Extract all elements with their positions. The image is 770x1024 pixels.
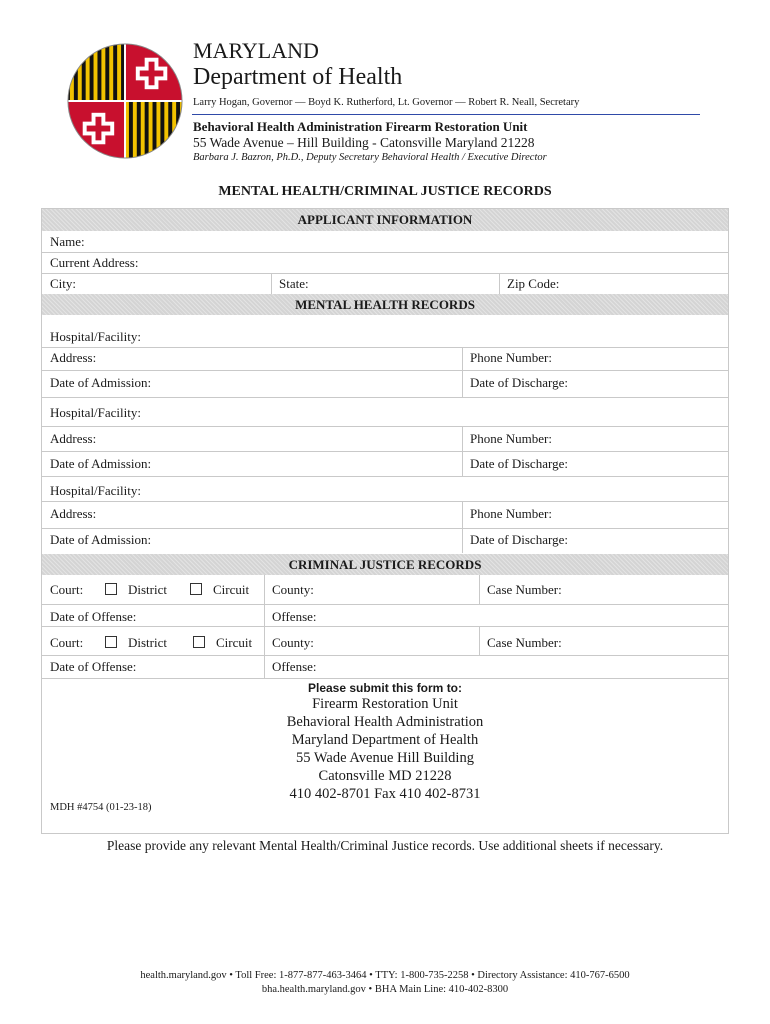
zip-code-field[interactable]: Zip Code: [507,276,560,291]
offense-2-field[interactable]: Offense: [272,659,317,674]
offense-1-field[interactable]: Offense: [272,609,317,624]
criminal-justice-section-heading: CRIMINAL JUSTICE RECORDS [42,554,728,575]
facility-1-address-field[interactable]: Address: [50,350,97,365]
applicant-section-heading: APPLICANT INFORMATION [42,209,728,231]
court-1-circuit-checkbox[interactable] [190,583,202,595]
facility-1-field[interactable]: Hospital/Facility: [50,329,141,344]
case-number-1-field[interactable]: Case Number: [487,582,562,597]
submit-line-department: Maryland Department of Health [291,732,479,748]
facility-2-admission-field[interactable]: Date of Admission: [50,456,152,471]
deputy-secretary: Barbara J. Bazron, Ph.D., Deputy Secretary Behavioral Health / Executive Director [193,152,547,163]
court-1-circuit-label: Circuit [213,582,250,597]
court-2-district-checkbox[interactable] [105,636,117,648]
instructions-note: Please provide any relevant Mental Health/Criminal Justice records. Use additional sheets if necessary. [106,838,664,853]
form-title: MENTAL HEALTH/CRIMINAL JUSTICE RECORDS [218,184,552,199]
header-rule [192,114,700,115]
form-number: MDH #4754 (01-23-18) [50,802,152,813]
facility-2-field[interactable]: Hospital/Facility: [50,405,141,420]
footer-contact-line-2: bha.health.maryland.gov • BHA Main Line: 410-402-8300 [261,984,509,995]
submit-line-city: Catonsville MD 21228 [318,768,452,784]
court-2-label: Court: [50,635,84,650]
court-1-district-checkbox[interactable] [105,583,117,595]
facility-3-discharge-field[interactable]: Date of Discharge: [470,532,568,547]
court-1-label: Court: [50,582,84,597]
facility-1-phone-field[interactable]: Phone Number: [470,350,552,365]
county-2-field[interactable]: County: [272,635,314,650]
unit-name: Behavioral Health Administration Firearm Restoration Unit [193,119,528,134]
city-field[interactable]: City: [50,276,77,291]
facility-1-discharge-field[interactable]: Date of Discharge: [470,375,568,390]
county-1-field[interactable]: County: [272,582,314,597]
agency-name: MARYLAND [193,38,319,63]
submit-line-phone: 410 402-8701 Fax 410 402-8731 [289,786,481,802]
facility-2-address-field[interactable]: Address: [50,431,97,446]
name-field[interactable]: Name: [50,234,85,249]
facility-3-admission-field[interactable]: Date of Admission: [50,532,152,547]
facility-3-field[interactable]: Hospital/Facility: [50,483,141,498]
facility-2-phone-field[interactable]: Phone Number: [470,431,552,446]
court-2-district-label: District [128,635,167,650]
case-number-2-field[interactable]: Case Number: [487,635,562,650]
submit-line-street: 55 Wade Avenue Hill Building [296,750,474,766]
maryland-flag-seal [66,42,184,160]
submit-line-unit: Firearm Restoration Unit [312,696,458,712]
unit-address: 55 Wade Avenue – Hill Building - Catonsville Maryland 21228 [193,135,535,150]
current-address-field[interactable]: Current Address: [50,255,139,270]
submit-line-administration: Behavioral Health Administration [286,714,484,730]
court-2-circuit-label: Circuit [216,635,253,650]
date-of-offense-2-field[interactable]: Date of Offense: [50,659,137,674]
records-form [41,208,729,834]
court-2-circuit-checkbox[interactable] [193,636,205,648]
state-field[interactable]: State: [279,276,309,291]
facility-3-address-field[interactable]: Address: [50,506,97,521]
submit-heading: Please submit this form to: [307,681,463,695]
officials-line: Larry Hogan, Governor — Boyd K. Rutherford, Lt. Governor — Robert R. Neall, Secretary [193,97,580,108]
footer-contact-line-1: health.maryland.gov • Toll Free: 1-877-877-463-3464 • TTY: 1-800-735-2258 • Directory Assistance: 410-767-6500 [140,970,630,981]
facility-3-phone-field[interactable]: Phone Number: [470,506,552,521]
date-of-offense-1-field[interactable]: Date of Offense: [50,609,137,624]
court-1-district-label: District [128,582,167,597]
mental-health-section-heading: MENTAL HEALTH RECORDS [42,294,728,315]
facility-1-admission-field[interactable]: Date of Admission: [50,375,152,390]
facility-2-discharge-field[interactable]: Date of Discharge: [470,456,568,471]
department-name: Department of Health [193,64,403,90]
